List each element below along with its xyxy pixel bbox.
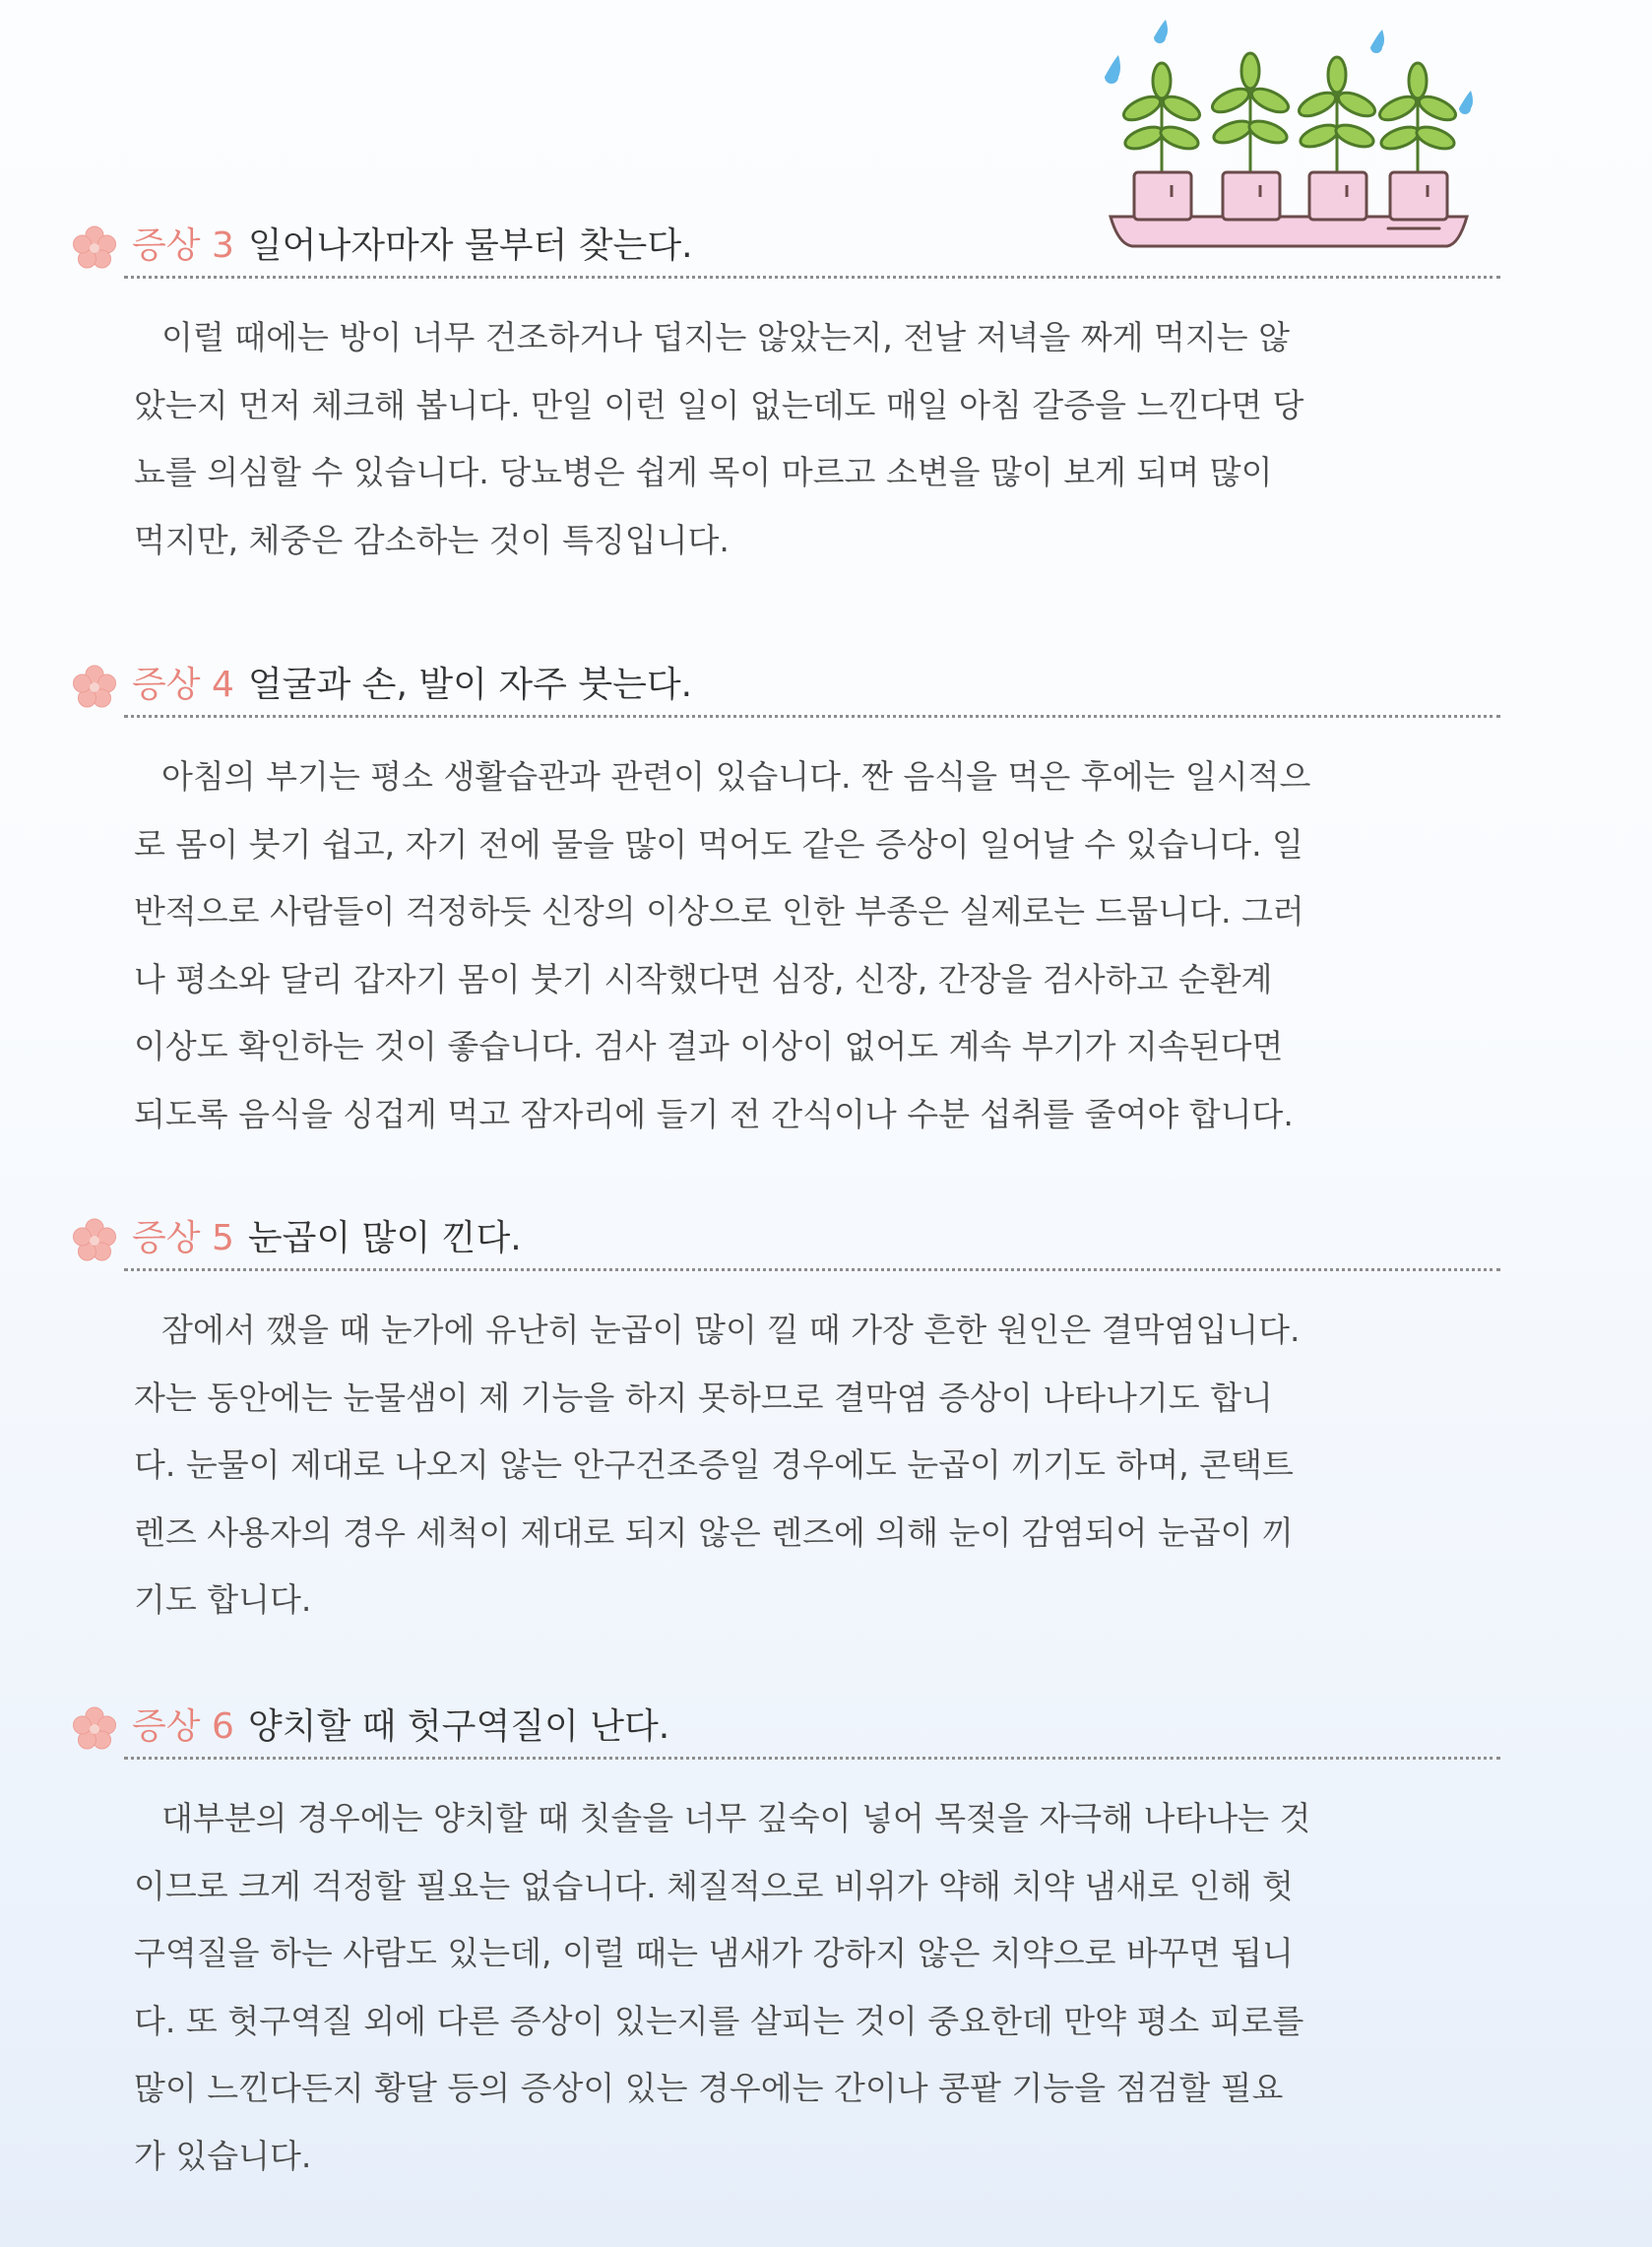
body-line: 았는지 먼저 체크해 봅니다. 만일 이런 일이 없는데도 매일 아침 갈증을 느낀다면 당 [134,385,1304,424]
symptom-section-6 [73,1700,1500,2190]
symptom-label: 증상 6 [132,1706,234,1747]
section-heading [124,219,1500,279]
body-line: 나 평소와 달리 갑자기 몸이 붓기 시작했다면 심장, 신장, 간장을 검사하고 순환계 [134,959,1273,998]
symptom-title: 일어나자마자 물부터 찾는다. [247,225,693,266]
symptom-section-3 [73,219,1500,574]
body-line: 대부분의 경우에는 양치할 때 칫솔을 너무 깊숙이 넣어 목젖을 자극해 나타나는 것 [161,1799,1311,1837]
symptom-title: 양치할 때 헛구역질이 난다. [247,1706,670,1747]
body-line: 아침의 부기는 평소 생활습관과 관련이 있습니다. 짠 음식을 먹은 후에는 일시적으 [161,757,1311,796]
symptom-label: 증상 4 [132,665,234,705]
section-body [134,743,1571,1148]
body-line: 다. 또 헛구역질 외에 다른 증상이 있는지를 살피는 것이 중요한데 만약 평소 피로를 [134,2001,1304,2040]
body-line: 이므로 크게 걱정할 필요는 없습니다. 체질적으로 비위가 약해 치약 냄새로 인해 헛 [134,1866,1294,1905]
section-heading [124,658,1500,718]
symptom-section-4 [73,658,1500,1148]
body-line: 반적으로 사람들이 걱정하듯 신장의 이상으로 인한 부종은 실제로는 드뭅니다. 그러 [134,892,1304,931]
section-heading [124,1700,1500,1760]
body-line: 구역질을 하는 사람도 있는데, 이럴 때는 냄새가 강하지 않은 치약으로 바꾸면 됩니 [134,1934,1294,1972]
cherry-blossom-icon [71,664,118,711]
section-body [134,1297,1571,1635]
cherry-blossom-icon [71,1217,118,1264]
body-line: 다. 눈물이 제대로 나오지 않는 안구건조증일 경우에도 눈곱이 끼기도 하며, 콘택트 [134,1445,1294,1484]
section-body [134,304,1571,574]
body-line: 되도록 음식을 싱겁게 먹고 잠자리에 들기 전 간식이나 수분 섭취를 줄여야 합니다. [134,1094,1294,1133]
body-line: 이상도 확인하는 것이 좋습니다. 검사 결과 이상이 없어도 계속 부기가 지속된다면 [134,1027,1284,1065]
symptom-title: 눈곱이 많이 낀다. [247,1218,522,1258]
cherry-blossom-icon [71,1705,118,1753]
body-line: 이럴 때에는 방이 너무 건조하거나 덥지는 않았는지, 전날 저녁을 짜게 먹지는 않 [161,318,1290,356]
body-line: 렌즈 사용자의 경우 세척이 제대로 되지 않은 렌즈에 의해 눈이 감염되어 눈곱이 끼 [134,1512,1294,1552]
body-line: 가 있습니다. [134,2136,312,2175]
body-line: 로 몸이 붓기 쉽고, 자기 전에 물을 많이 먹어도 같은 증상이 일어날 수 있습니다. 일 [134,824,1303,864]
body-line: 많이 느낀다든지 황달 등의 증상이 있는 경우에는 간이나 콩팥 기능을 점검할 필요 [134,2069,1284,2107]
symptom-title: 얼굴과 손, 발이 자주 붓는다. [247,665,693,705]
section-body [134,1785,1571,2190]
section-heading [124,1211,1500,1271]
body-line: 자는 동안에는 눈물샘이 제 기능을 하지 못하므로 결막염 증상이 나타나기도 합니 [134,1378,1273,1417]
body-line: 기도 합니다. [134,1580,312,1619]
body-line: 잠에서 깼을 때 눈가에 유난히 눈곱이 많이 낄 때 가장 흔한 원인은 결막염입니다. [161,1311,1301,1349]
body-line: 뇨를 의심할 수 있습니다. 당뇨병은 쉽게 목이 마르고 소변을 많이 보게 되며 많이 [134,453,1273,491]
symptom-label: 증상 5 [132,1218,234,1258]
body-line: 먹지만, 체중은 감소하는 것이 특징입니다. [134,520,730,559]
cherry-blossom-icon [71,225,118,272]
symptom-section-5 [73,1211,1500,1635]
symptom-label: 증상 3 [132,225,234,266]
